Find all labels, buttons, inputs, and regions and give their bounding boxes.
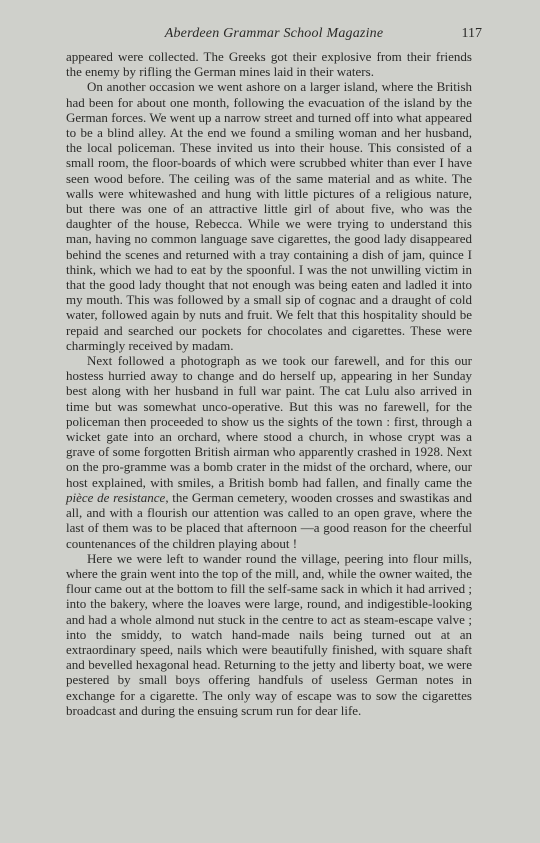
paragraph-3-text-b: , the German cemetery, wooden crosses and swastikas and all, and with a flourish our attention was called to an open grave, where the last of them was to be placed that afternoon —a good reason for the cheerful countenances of the children playing about !	[66, 489, 472, 551]
paragraph-4: Here we were left to wander round the village, peering into flour mills, where the grain went into the top of the mill, and, while the owner waited, the flour came out at the bottom to fill the self-same sack in which it had arrived ; into the bakery, where the loaves were large, round, and indigestible-looking and had a whole almond nut stuck in the centre to act as steam-escape valve ; into the smiddy, to watch hand-made nails being turned out at an extraordinary speed, nails which were beautifully finished, with square shaft and bevelled hexagonal head. Returning to the jetty and liberty boat, we were pestered by small boys offering handfuls of useless German notes in exchange for a cigarette. The only way of escape was to sow the cigarettes broadcast and during the ensuing scrum run for dear life.	[66, 550, 472, 718]
paragraph-2: On another occasion we went ashore on a larger island, where the British had been for about one month, following the evacuation of the island by the German forces. We went up a narrow street and turned off into what appeared to be a blind alley. At the end we found a smiling woman and her husband, the local policeman. These invited us into their house. This consisted of a small room, the floor-boards of which were scrubbed whiter than ever I have seen wood before. The ceiling was of the same material and as white. The walls were whitewashed and hung with little pictures of a religious nature, but there was one of an attractive little girl of about five, who was the daughter of the house, Rebecca. While we were trying to understand this man, having no common language save cigarettes, the good lady disappeared behind the scenes and returned with a tray containing a dish of jam, quince I think, which we had to eat by the spoonful. I was the not unwilling victim in that the good lady thought that not enough was being eaten and ladled it into my mouth. This was followed by a small sip of cognac and a draught of cold water, followed again by nuts and fruit. We felt that this hospitality should be repaid and searched our pockets for chocolates and cigarettes. These were charmingly received by madam.	[66, 79, 472, 353]
paragraph-1: appeared were collected. The Greeks got their explosive from their friends the enemy by rifling the German mines laid in their waters.	[66, 49, 472, 80]
page-header	[66, 26, 482, 44]
paragraph-3-text-a: Next followed a photograph as we took our farewell, and for this our hostess hurried away to change and do herself up, appearing in her Sunday best along with her husband in full war paint. The cat Lulu also arrived in time but was somewhat unco-operative. But this was no farewell, for the policeman then proceeded to show us the sights of the town : first, through a wicket gate into an orchard, where stood a church, in whose crypt was a grave of some forgotten British airman who apparently crashed in 1928. Next on the pro-gramme was a bomb crater in the midst of the orchard, where, our host explained, with smiles, a British bomb had fallen, and finally came the	[66, 353, 472, 490]
page-number: 117	[461, 26, 482, 41]
piece-de-resistance-phrase: pièce de resistance	[66, 489, 166, 505]
running-title: Aberdeen Grammar School Magazine	[164, 26, 384, 41]
paragraph-3	[66, 353, 472, 551]
article-body	[66, 49, 472, 718]
